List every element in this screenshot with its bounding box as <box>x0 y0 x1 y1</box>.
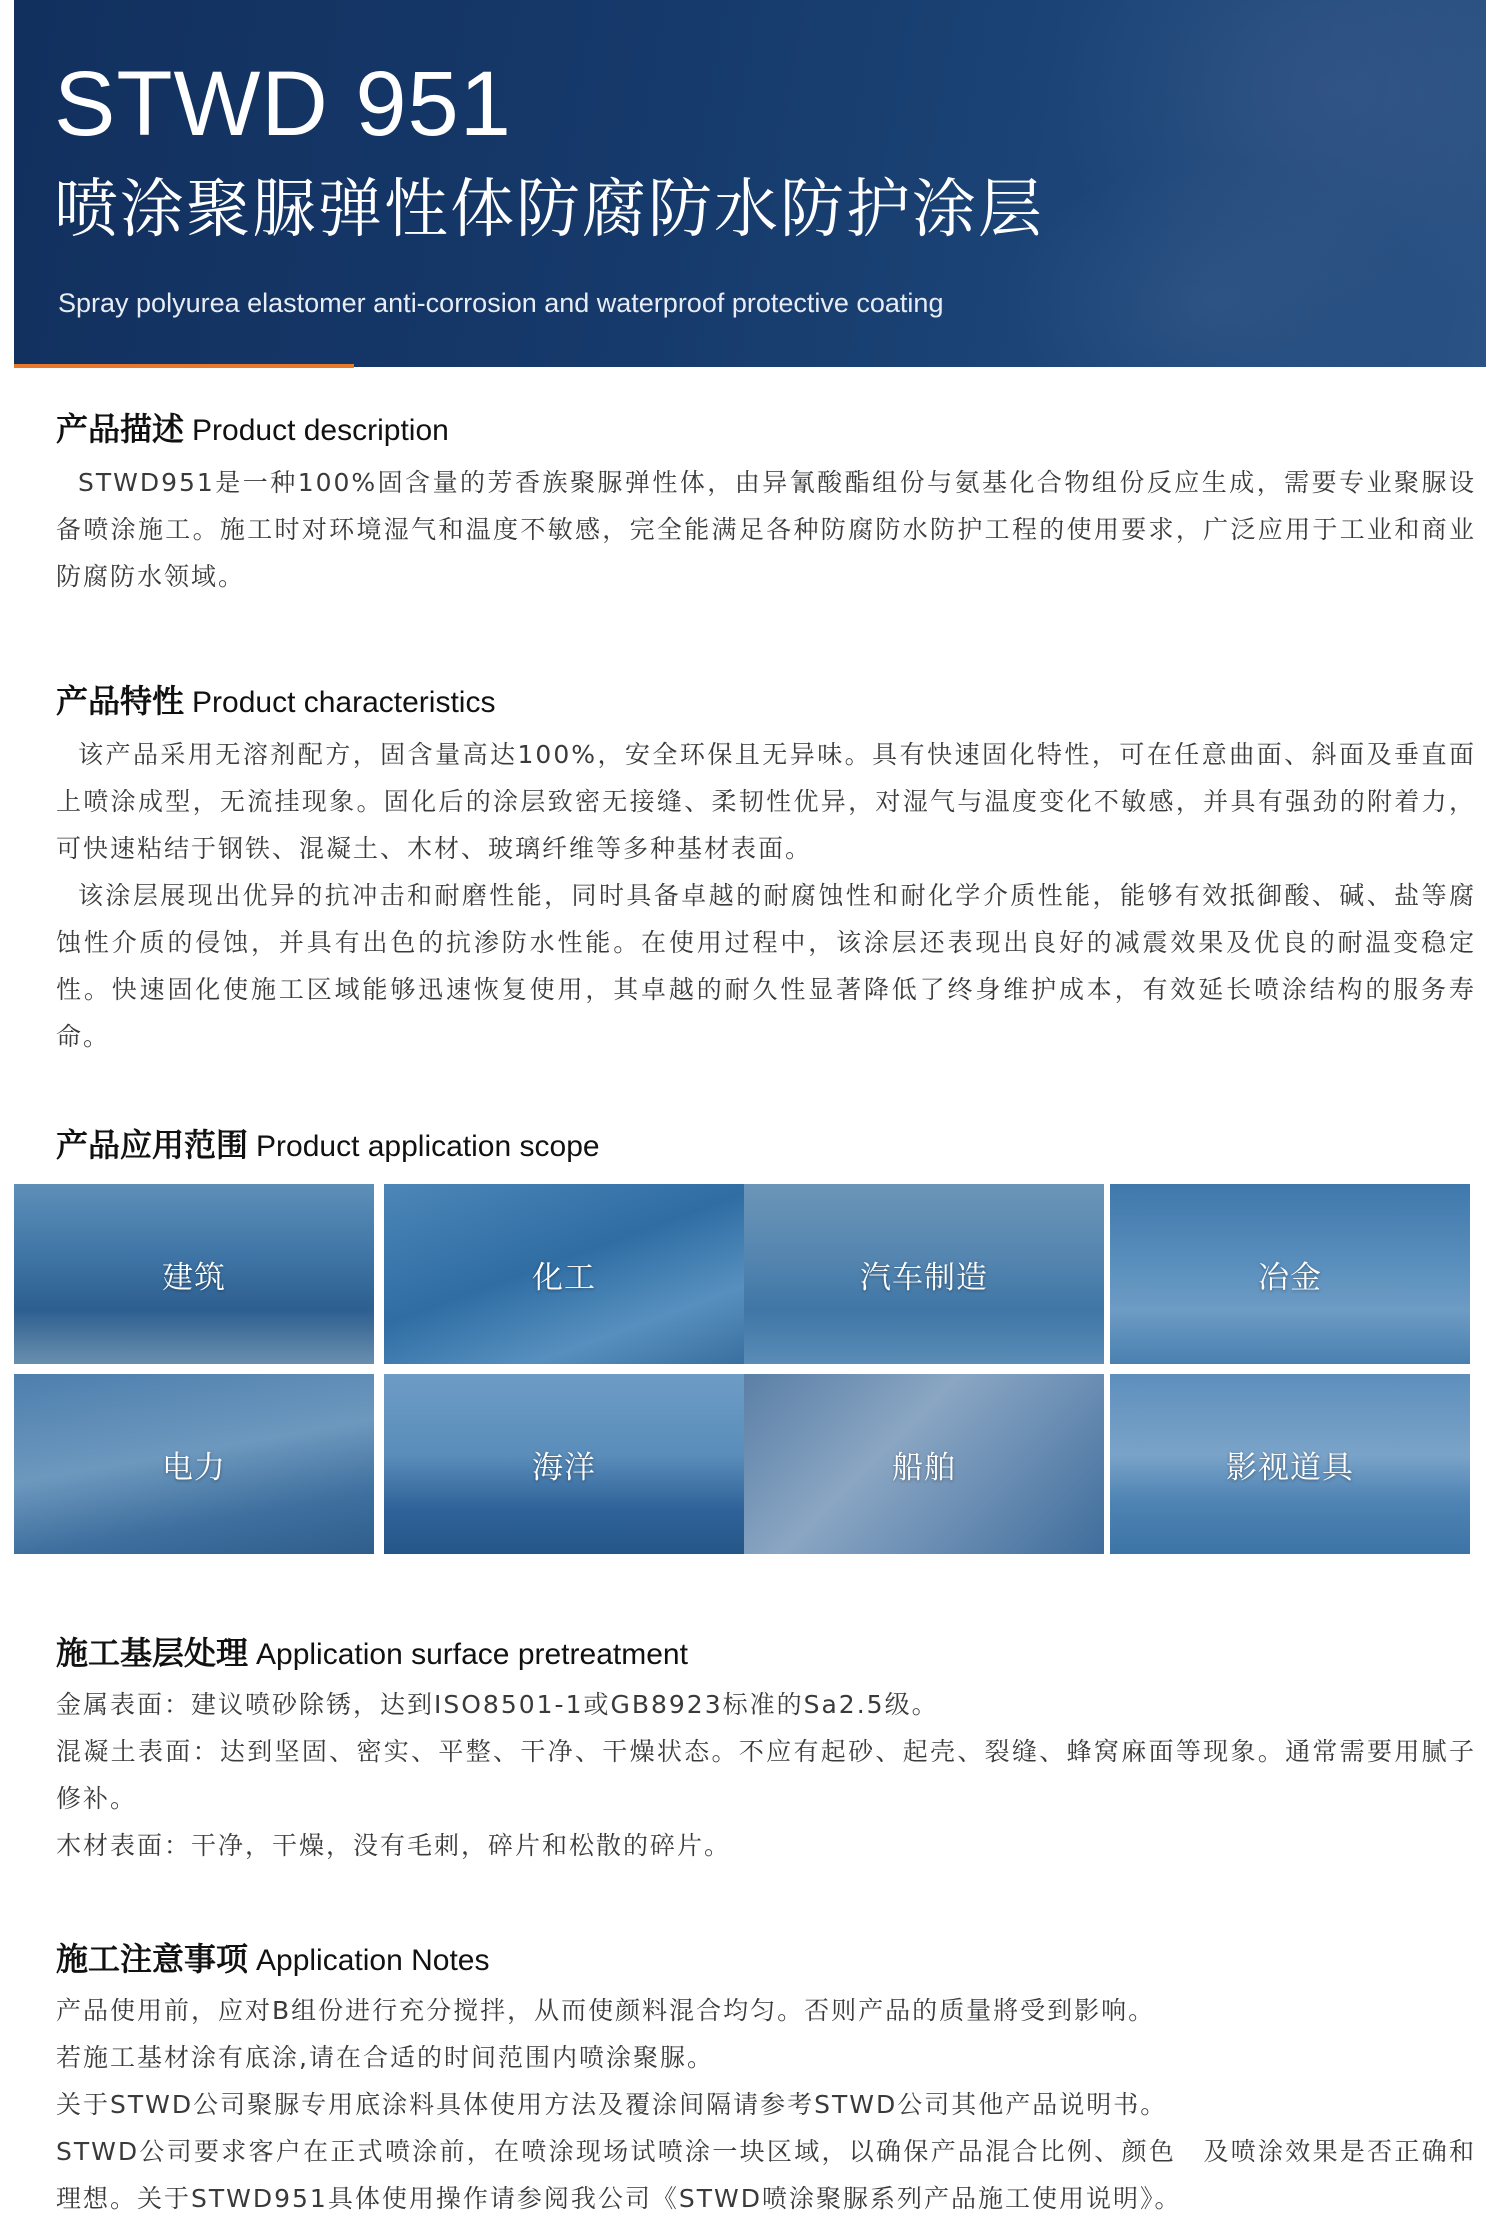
application-tile-film-props[interactable]: 影视道具 <box>1110 1374 1470 1554</box>
notes-line: 关于STWD公司聚脲专用底涂料具体使用方法及覆涂间隔请参考STWD公司其他产品说明书。 <box>56 2090 1168 2119</box>
section-description <box>56 410 1476 600</box>
notes-line: STWD公司要求客户在正式喷涂前，在喷涂现场试喷涂一块区域，以确保产品混合比例、颜色 及喷涂效果是否正确和理想。关于STWD951具体使用操作请参阅我公司《STWD喷涂聚脲系列产品施工使用说明》。 <box>56 2137 1476 2213</box>
accent-divider <box>14 364 354 368</box>
section-title: 产品描述 Product description <box>56 410 449 448</box>
pretreatment-line: 金属表面：建议喷砂除锈，达到ISO8501-1或GB8923标准的Sa2.5级。 <box>56 1690 939 1719</box>
pretreatment-line: 混凝土表面：达到坚固、密实、平整、干净、干燥状态。不应有起砂、起壳、裂缝、蜂窝麻面等现象。通常需要用腻子修补。 <box>56 1737 1476 1813</box>
application-tile-chemical[interactable]: 化工 <box>384 1184 744 1364</box>
characteristics-paragraph: 该产品采用无溶剂配方，固含量高达100%，安全环保且无异味。具有快速固化特性，可在任意曲面、斜面及垂直面上喷涂成型，无流挂现象。固化后的涂层致密无接缝、柔韧性优异，对湿气与温度变化不敏感，并具有强劲的附着力，可快速粘结于钢铁、混凝土、木材、玻璃纤维等多种基材表面。 <box>56 740 1476 863</box>
application-tile-shipping[interactable]: 船舶 <box>744 1374 1104 1554</box>
application-tile-construction[interactable]: 建筑 <box>14 1184 374 1364</box>
section-title: 产品特性 Product characteristics <box>56 682 496 720</box>
application-tile-marine[interactable]: 海洋 <box>384 1374 744 1554</box>
section-characteristics <box>56 682 1476 1060</box>
product-title-en: Spray polyurea elastomer anti-corrosion and waterproof protective coating <box>58 288 944 318</box>
product-title-cn: 喷涂聚脲弹性体防腐防水防护涂层 <box>54 173 1044 247</box>
section-title: 施工基层处理 Application surface pretreatment <box>56 1634 688 1672</box>
section-pretreatment <box>56 1634 1476 1869</box>
description-text: STWD951是一种100%固含量的芳香族聚脲弹性体，由异氰酸酯组份与氨基化合物组份反应生成，需要专业聚脲设备喷涂施工。施工时对环境湿气和温度不敏感，完全能满足各种防腐防水防护工程的使用要求，广泛应用于工业和商业防腐防水领域。 <box>56 468 1476 591</box>
section-notes <box>56 1940 1476 2222</box>
notes-line: 产品使用前，应对B组份进行充分搅拌，从而使颜料混合均匀。否则产品的质量將受到影响。 <box>56 1996 1156 2025</box>
characteristics-paragraph: 该涂层展现出优异的抗冲击和耐磨性能，同时具备卓越的耐腐蚀性和耐化学介质性能，能够有效抵御酸、碱、盐等腐蚀性介质的侵蚀，并具有出色的抗渗防水性能。在使用过程中，该涂层还表现出良好的减震效果及优良的耐温变稳定性。快速固化使施工区域能够迅速恢复使用，其卓越的耐久性显著降低了终身维护成本，有效延长喷涂结构的服务寿命。 <box>56 881 1476 1051</box>
product-model: STWD 951 <box>54 53 512 155</box>
pretreatment-line: 木材表面：干净，干燥，没有毛刺，碎片和松散的碎片。 <box>56 1831 732 1860</box>
section-application <box>56 1126 1476 1165</box>
application-tile-metallurgy[interactable]: 冶金 <box>1110 1184 1470 1364</box>
application-grid <box>14 1184 1486 1554</box>
section-title: 产品应用范围 Product application scope <box>56 1126 600 1164</box>
header-banner <box>14 0 1486 367</box>
section-title: 施工注意事项 Application Notes <box>56 1940 490 1978</box>
application-tile-automotive[interactable]: 汽车制造 <box>744 1184 1104 1364</box>
application-tile-power[interactable]: 电力 <box>14 1374 374 1554</box>
notes-line: 若施工基材涂有底涂,请在合适的时间范围内喷涂聚脲。 <box>56 2043 714 2072</box>
